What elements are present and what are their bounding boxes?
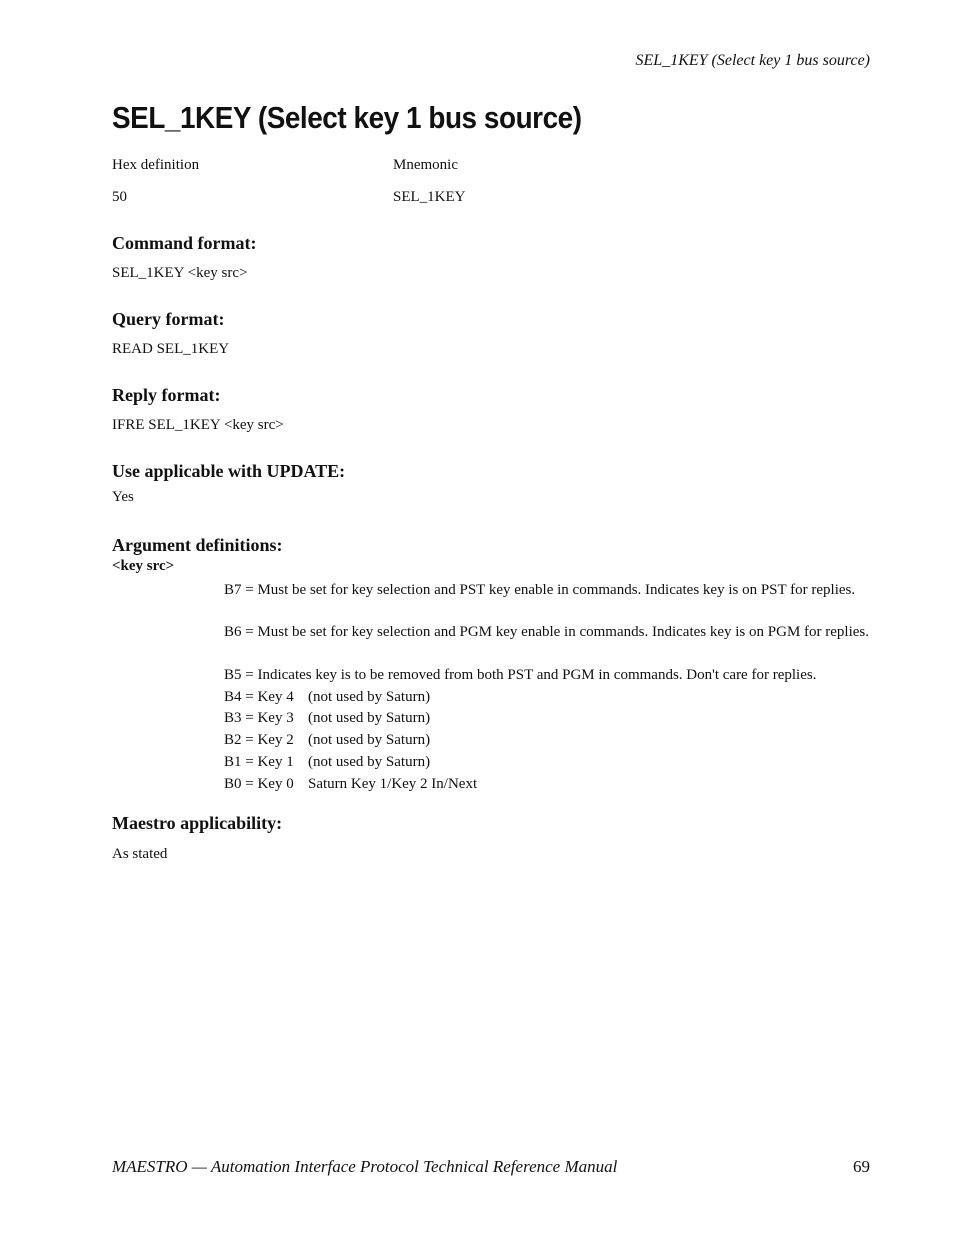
update-heading: Use applicable with UPDATE:: [112, 461, 346, 481]
bit-row-b4: [224, 687, 430, 708]
command-format-heading: Command format:: [112, 233, 257, 253]
bit-description: (not used by Saturn): [308, 732, 431, 748]
argument-paragraph-b5: B5 = Indicates key is to be removed from both PST and PGM in commands. Don't care for replies.: [224, 667, 817, 683]
mnemonic-value: SEL_1KEY: [393, 189, 466, 205]
query-format-heading: Query format:: [112, 309, 225, 329]
command-format-text: SEL_1KEY <key src>: [112, 265, 248, 281]
bit-label: B2 = Key 2: [224, 732, 294, 748]
update-text: Yes: [112, 489, 134, 505]
maestro-applicability-heading: Maestro applicability:: [112, 813, 283, 833]
argument-definitions-heading: Argument definitions:: [112, 535, 283, 555]
mnemonic-label: Mnemonic: [393, 157, 458, 173]
bit-row-b0: [224, 774, 477, 795]
bit-description: (not used by Saturn): [308, 754, 431, 770]
bit-row-b3: [224, 708, 430, 729]
hex-definition-label: Hex definition: [112, 157, 200, 173]
argument-paragraph-b7: B7 = Must be set for key selection and PST key enable in commands. Indicates key is on PST for replies.: [224, 582, 856, 598]
maestro-applicability-text: As stated: [112, 846, 168, 862]
page-title: SEL_1KEY (Select key 1 bus source): [112, 100, 582, 135]
running-header: SEL_1KEY (Select key 1 bus source): [635, 52, 870, 69]
bit-label: B1 = Key 1: [224, 754, 294, 770]
argument-name: <key src>: [112, 558, 175, 574]
bit-description: (not used by Saturn): [308, 689, 431, 705]
bit-row-b2: [224, 730, 430, 751]
bit-label: B0 = Key 0: [224, 776, 294, 792]
page-footer: [112, 1157, 870, 1177]
bit-row-b1: [224, 752, 430, 773]
bit-description: Saturn Key 1/Key 2 In/Next: [308, 776, 478, 792]
hex-definition-value: 50: [112, 189, 127, 205]
bit-label: B4 = Key 4: [224, 689, 294, 705]
bit-label: B3 = Key 3: [224, 710, 294, 726]
reply-format-heading: Reply format:: [112, 385, 221, 405]
reply-format-text: IFRE SEL_1KEY <key src>: [112, 417, 284, 433]
page-number: 69: [853, 1157, 870, 1176]
argument-paragraph-b6: B6 = Must be set for key selection and PGM key enable in commands. Indicates key is on PGM for replies.: [224, 624, 869, 640]
bit-description: (not used by Saturn): [308, 710, 431, 726]
footer-manual-title: MAESTRO — Automation Interface Protocol Technical Reference Manual: [112, 1157, 618, 1176]
query-format-text: READ SEL_1KEY: [112, 341, 230, 357]
